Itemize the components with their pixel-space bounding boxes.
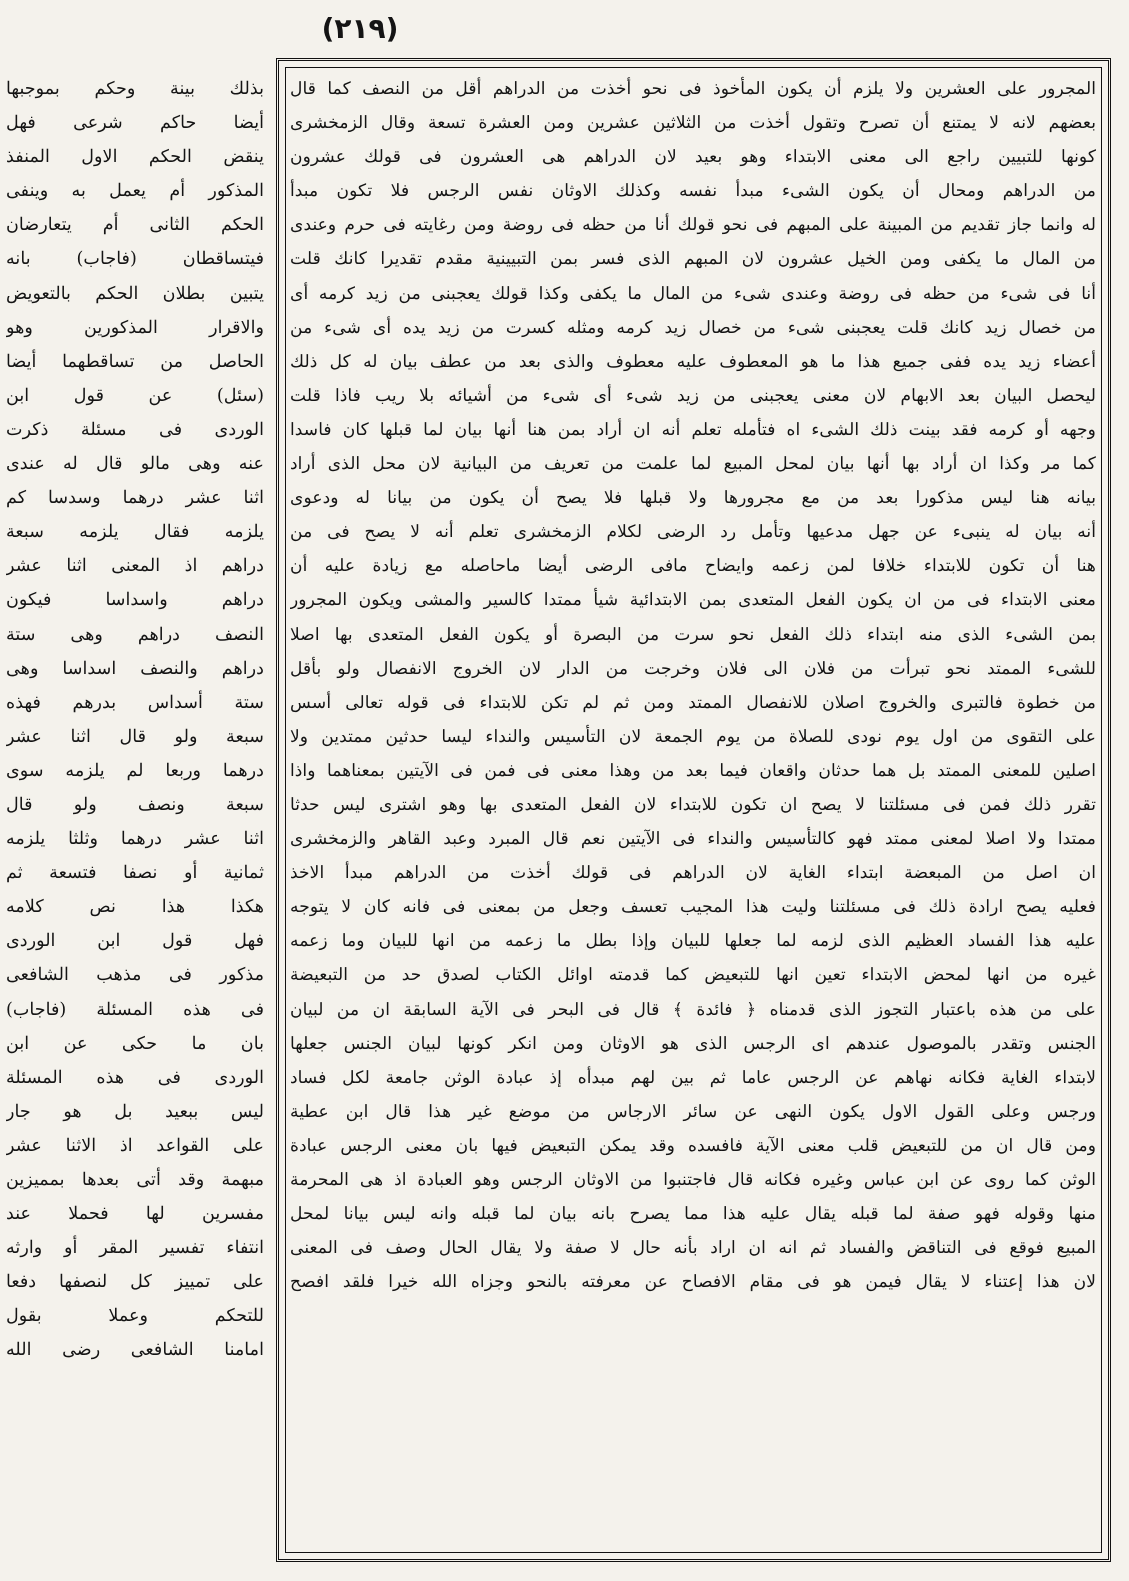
margin-text-line: والاقرار المذكورين وهو [6,317,264,338]
main-text-line: غيره من انها لمحض الابتداء تعين انها للتبعيض كما قدمته اوائل الكتاب لصدق حد من التبعيضة [290,965,1096,986]
margin-text-line: امامنا الشافعى رضى الله [6,1340,264,1361]
margin-text-line: الحكم الثانى أم يتعارضان [6,215,264,236]
margin-text-line: النصف دراهم وهى ستة [6,624,264,645]
main-text-line: من المال ما يكفى ومن الخيل عشرون لان المبهم الذى فسر بمن التبيينية مقدم تقديرا كانك قلت [290,249,1096,270]
margin-text-line: أيضا حاكم شرعى فهل [6,113,264,134]
main-text-line: لان هذا إعتناء لا يقال فيمن هو فى مقام الافصاح عن معرفته بالنحو وجزاه الله خيرا فلقد افصح [290,1272,1096,1293]
margin-text-line: مذكور فى مذهب الشافعى [6,965,264,986]
margin-text-line: يلزمه فقال يلزمه سبعة [6,522,264,543]
margin-text-line: المذكور أم يعمل به وينفى [6,181,264,202]
margin-text-line: ينقض الحكم الاول المنفذ [6,147,264,168]
main-text-line: لابتداء الغاية فكانه نهاهم عن الرجس عاما ثم بين لهم مبدأه إذ عبادة الوثن جامعة لكل فساد [290,1067,1096,1088]
main-text-line: من الدراهم ومحال أن يكون الشىء مبدأ نفسه وكذلك الاوثان نفس الرجس فلا تكون مبدأ [290,181,1096,202]
margin-text-line: سبعة ولو قال اثنا عشر [6,726,264,747]
main-text-line: معنى الابتداء فى من ان يكون الفعل المتعدى بمن الابتدائية شيأ ممتدا كالسير والمشى ويكون المجرور [290,590,1096,611]
main-text-line: الوثن كما روى عن ابن عباس وغيره فكانه قال فاجتنبوا من الاوثان الرجس وهو العبادة اذ هى المحرمة [290,1170,1096,1190]
main-text-line: بيانه هنا ليس مذكورا بعد من مع مجرورها ولا قبلها فلا يصح أن يكون من بيانا له ودعوى [290,488,1096,509]
main-text-line: ممتدا ولا اصلا لمعنى ممتد فهو كالتأسيس والنداء فى الآيتين نعم قال المبرد وعبد القاهر والزمخشرى [290,829,1096,850]
margin-text-line: دراهم اذ المعنى اثنا عشر [6,556,264,577]
margin-text-line: الحاصل من تساقطهما أيضا [6,351,264,372]
main-text-line: المجرور على العشرين ولا يلزم أن يكون المأخوذ فى نحو أخذت من الدراهم أقل من النصف كما قال [290,79,1096,99]
main-text-line: المبيع فوقع فى التناقض والفساد ثم انه ان اراد بأنه حال لا صفة ولا يقال الحال وصف فى المعنى [290,1238,1096,1259]
margin-text-line: هكذا هذا نص كلامه [6,897,264,918]
margin-text-line: اثنا عشر درهما وسدسا كم [6,488,264,509]
margin-text-line: للتحكم وعملا بقول [6,1306,264,1327]
margin-text-line: دراهم والنصف اسداسا وهى [6,658,264,679]
page-number: (٢١٩) [321,12,399,45]
main-text-line: كما مر وكذا ان أراد بها أنها بيان لمحل المبيع لما علمت من تعريف من البيانية لان محل الذى أراد [290,454,1096,475]
main-text-line: ليحصل البيان بعد الابهام لان معنى يعجبنى من زيد شىء أى شىء من أشيائه بلا ريب فاذا قلت [290,385,1096,406]
main-text-line: له وانما جاز تقديم من المبينة على المبهم فى نحو قولك أنا من حظه فى روضة ومن رغايته فى حرم وعندى [290,215,1096,236]
margin-text-line: على القواعد اذ الاثنا عشر [6,1135,264,1156]
main-text-line: عليه هذا الفساد العظيم الذى لزمه لما جعلها للبيان وإذا بطل ما زعمه من انها للبيان وما زعمه [290,931,1096,952]
margin-text-line: الوردى فى هذه المسئلة [6,1067,264,1088]
main-text-line: أنا فى شىء من حظه فى روضة وعندى شىء من المال ما يكفى وكذا قولك يعجبنى من زيد كرمه أى [290,283,1096,304]
margin-text-line: درهما وربعا لم يلزمه سوى [6,760,264,781]
margin-text-line: ستة أسداس بدرهم فهذه [6,692,264,713]
margin-text-line: بذلك بينة وحكم بموجبها [6,79,264,99]
main-text-line: على التقوى من اول يوم نودى للصلاة من يوم الجمعة لان التأسيس والنداء ليسا حدثين ممتدين ولا [290,726,1096,747]
margin-text-line: مفسرين لها فحملا عند [6,1204,264,1225]
margin-text-line: مبهمة وقد أتى بعدها بمميزين [6,1170,264,1190]
main-text-line: أنه بيان له ينبىء عن جهل مدعيها وتأمل رد الرضى لكلام الزمخشرى تعلم أنه لا يصح فى من [290,522,1096,543]
margin-text-line: ثمانية أو نصفا فتسعة ثم [6,863,264,884]
main-text-line: كونها للتبيين راجع الى معنى الابتداء وهو بعيد لان الدراهم هى العشرون فى قولك عشرون [290,147,1096,168]
main-text-line: اصلين للمعنى الممتد بل هما حدثان واقعان فيما بعد من وهذا معنى فى فمن فى الآيتين بمعناهما واذا [290,760,1096,781]
main-text-line: للشىء الممتد نحو تبرأت من فلان الى فلان وخرجت من الدار لان الخروج الانفصال ولو بأقل [290,658,1096,679]
margin-text-line: على تمييز كل لنصفها دفعا [6,1272,264,1293]
main-text-line: ومن قال ان من للتبعيض قلب معنى الآية فافسده وقد يمكن التبعيض فيها بان معنى الرجس عبادة [290,1135,1096,1156]
margin-commentary-column [6,72,264,1562]
margin-text-line: فهل قول ابن الوردى [6,931,264,952]
margin-text-line: فيتساقطان (فاجاب) بانه [6,249,264,270]
main-text-line: ورجس وعلى القول الاول يكون النهى عن سائر الارجاس من موضع غير هذا قال ابن عطية [290,1101,1096,1122]
main-text-column [290,72,1096,1542]
main-text-line: بمن الشىء الذى منه ابتداء ذلك الفعل نحو سرت من البصرة أو يكون الفعل المتعدى بها اصلا [290,624,1096,645]
main-text-line: على من هذه باعتبار التجوز الذى قدمناه ﴿ فائدة ﴾ قال فى البحر فى الآية السابقة ان من لبيان [290,999,1096,1020]
margin-text-line: اثنا عشر درهما وثلثا يلزمه [6,829,264,850]
main-text-line: وجهه أو كرمه فقد بينت ذلك الشىء اه فتأمله تعلم أنه ان أراد بمن هنا أنها بيان لما قبلها كان فاسدا [290,419,1096,440]
main-text-line: الجنس وتقدر بالموصول عندهم اى الرجس الذى هو الاوثان ومن انكر كونها لبيان الجنس جعلها [290,1033,1096,1054]
margin-text-line: سبعة ونصف ولو قال [6,794,264,815]
margin-text-line: الوردى فى مسئلة ذكرت [6,419,264,440]
main-text-line: بعضهم لانه لا يمتنع أن تصرح وتقول أخذت من الثلاثين عشرين ومن العشرة تسعة وقال الزمخشرى [290,113,1096,134]
main-text-line: أعضاء زيد يده ففى جميع هذا ما هو المعطوف عليه معطوف والذى بعد من عطف بيان له كل ذلك [290,351,1096,372]
margin-text-line: ليس ببعيد بل هو جار [6,1101,264,1122]
margin-text-line: دراهم واسداسا فيكون [6,590,264,611]
margin-text-line: فى هذه المسئلة (فاجاب) [6,999,264,1020]
main-text-line: فعليه يصح ارادة ذلك فى مسئلتنا وليت هذا المجيب تعسف وجعل من بمعنى فى فانه كان لا يتوجه [290,897,1096,918]
margin-text-line: (سئل) عن قول ابن [6,385,264,406]
main-text-line: ان اصل من المبعضة ابتداء الغاية لان الدراهم فى قولك أخذت من الدراهم مبدأ الاخذ [290,863,1096,884]
main-text-line: هنا أن تكون للابتداء خلافا لمن زعمه وايضاح مافى الرضى أيضا ماحاصله مع زيادة عليه أن [290,556,1096,577]
main-text-line: تقرر ذلك فمن فى مسئلتنا لا يصح ان تكون للابتداء لان الفعل المتعدى بها وهو اشترى ليس حدثا [290,794,1096,815]
main-text-line: منها وقوله فهو صفة لما قبله يقال عليه هذا مما يصرح بانه بيان لما قبله وانه ليس بيانا لمحل [290,1204,1096,1225]
margin-text-line: بان ما حكى عن ابن [6,1033,264,1054]
main-text-line: من خصال زيد كانك قلت يعجبنى شىء من خصال زيد كرمه ومثله كسرت من زيد يده أى شىء من [290,317,1096,338]
main-text-line: من خطوة فالتبرى والخروج اصلان للانفصال الممتد ومن ثم لم تكن للابتداء فى قوله تعالى أسس [290,692,1096,713]
margin-text-line: انتفاء تفسير المقر أو وارثه [6,1238,264,1259]
margin-text-line: يتبين بطلان الحكم بالتعويض [6,283,264,304]
margin-text-line: عنه وهى مالو قال له عندى [6,454,264,475]
